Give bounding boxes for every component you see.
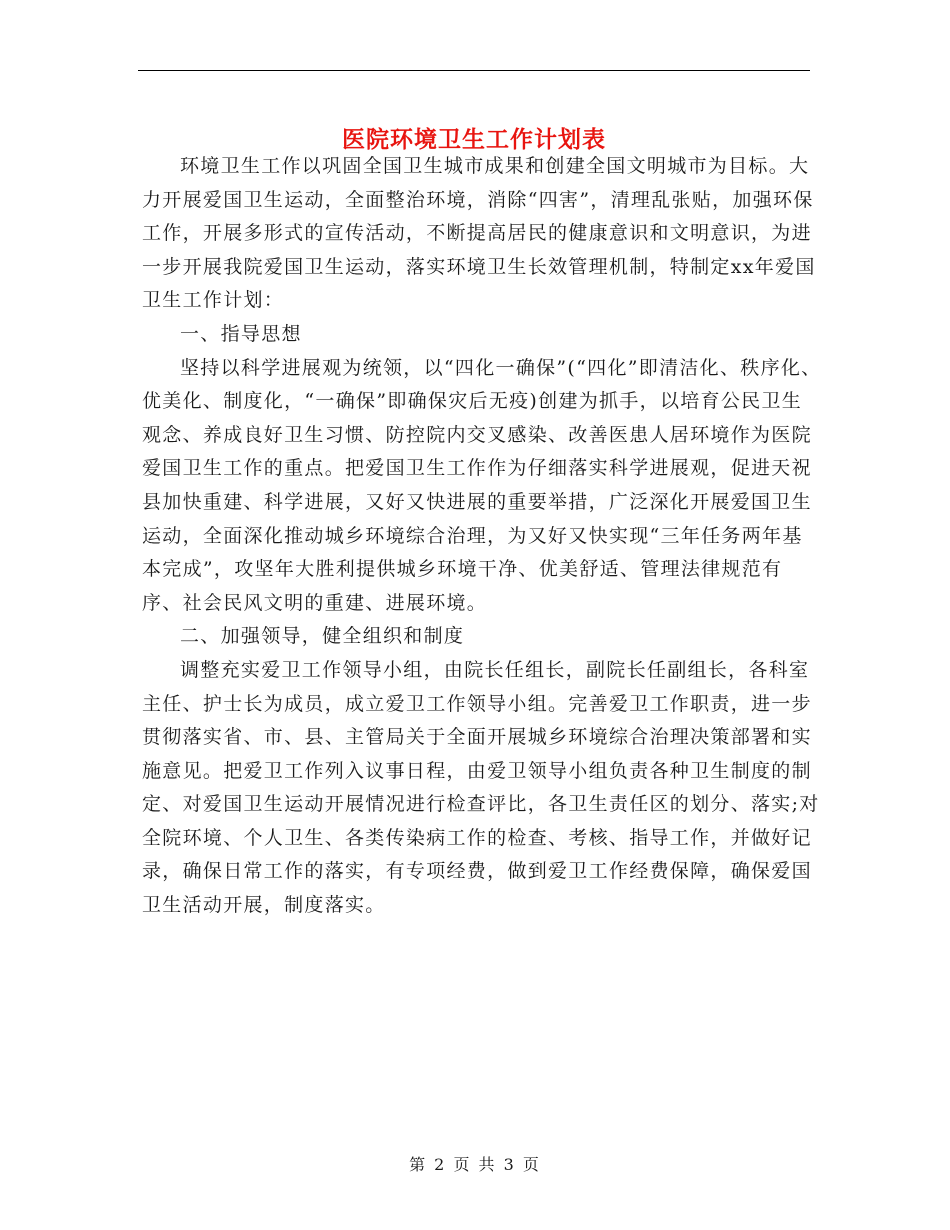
page-number: 第 2 页 共 3 页 (409, 1155, 541, 1174)
section-body-guiding-ideology: 坚持以科学进展观为统领，以“四化一确保”(“四化”即清洁化、秩序化、优美化、制度化，“一确保”即确保灾后无疫)创建为抓手，以培育公民卫生观念、养成良好卫生习惯、防控院内交叉感染、改善医患人居环境作为医院爱国卫生工作的重点。把爱国卫生工作作为仔细落实科学进展观，促进天祝县加快重建、科学进展，又好又快进展的重要举措，广泛深化开展爱国卫生运动，全面深化推动城乡环境综合治理，为又好又快实现“三年任务两年基本完成”，攻坚年大胜利提供城乡环境干净、优美舒适、管理法律规范有序、社会民风文明的重建、进展环境。 (142, 356, 822, 614)
header-rule (138, 70, 810, 71)
document-body (142, 150, 822, 923)
section-body-leadership: 调整充实爱卫工作领导小组，由院长任组长，副院长任副组长，各科室主任、护士长为成员，成立爱卫工作领导小组。完善爱卫工作职责，进一步贯彻落实省、市、县、主管局关于全面开展城乡环境综合治理决策部署和实施意见。把爱卫工作列入议事日程，由爱卫领导小组负责各种卫生制度的制定、对爱国卫生运动开展情况进行检查评比，各卫生责任区的划分、落实;对全院环境、个人卫生、各类传染病工作的检查、考核、指导工作，并做好记录，确保日常工作的落实，有专项经费，做到爱卫工作经费保障，确保爱国卫生活动开展，制度落实。 (142, 658, 820, 917)
document-title: 医院环境卫生工作计划表 (342, 126, 606, 154)
intro-paragraph: 环境卫生工作以巩固全国卫生城市成果和创建全国文明城市为目标。大力开展爱国卫生运动，全面整治环境，消除“四害”，清理乱张贴，加强环保工作，开展多形式的宣传活动，不断提高居民的健康意识和文明意识，为进一步开展我院爱国卫生运动，落实环境卫生长效管理机制，特制定xx年爱国卫生工作计划： (142, 155, 816, 312)
section-heading-guiding-ideology: 一、指导思想 (180, 322, 302, 345)
section-heading-leadership: 二、加强领导，健全组织和制度 (180, 625, 465, 648)
